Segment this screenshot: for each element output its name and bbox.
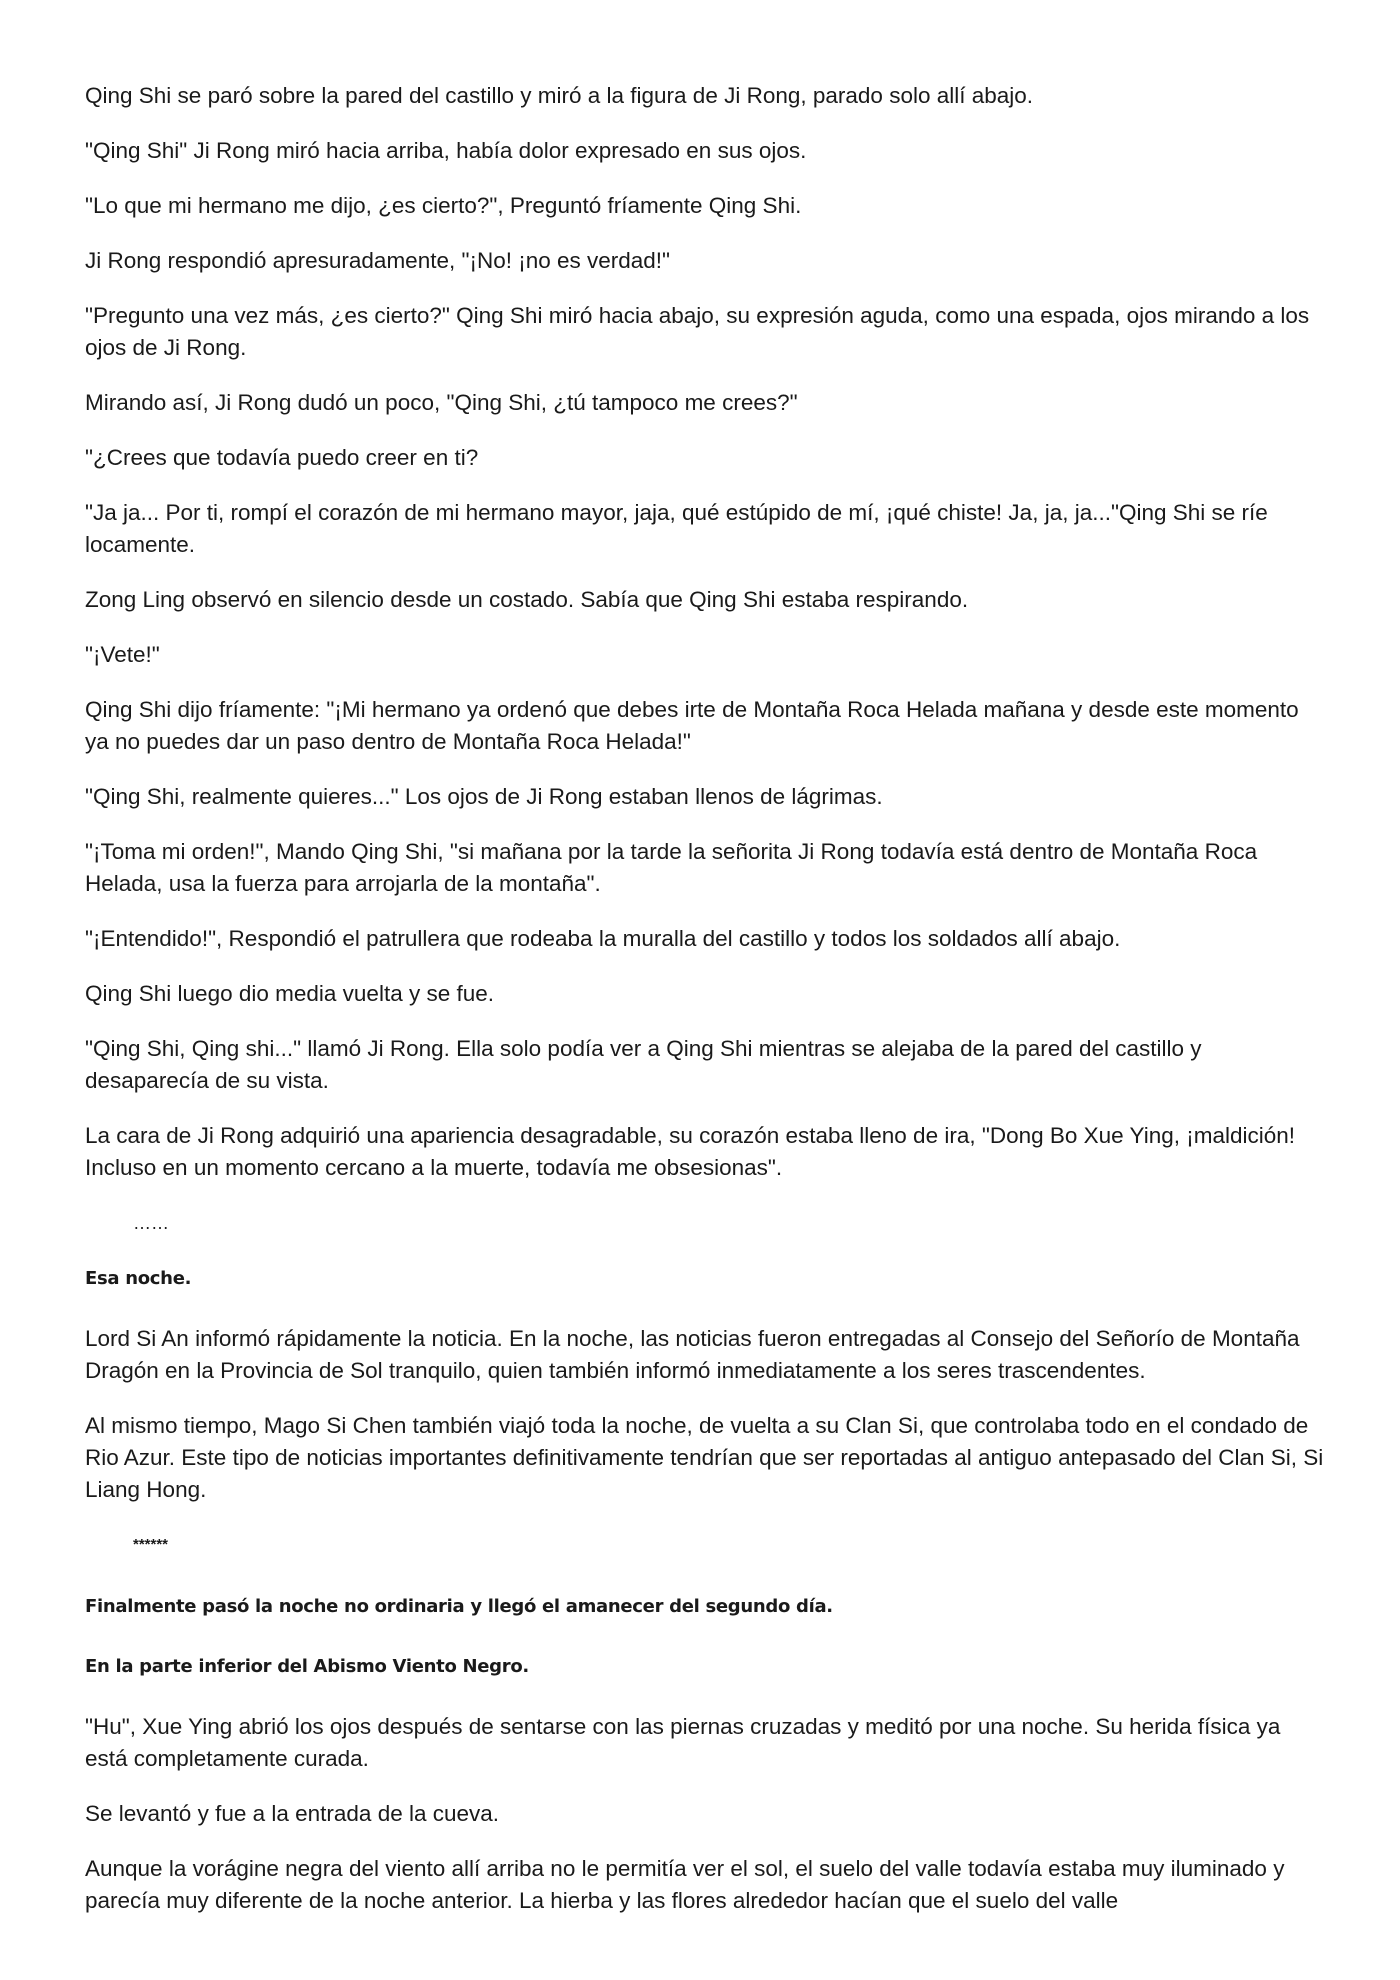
paragraph: "Qing Shi" Ji Rong miró hacia arriba, había dolor expresado en sus ojos. bbox=[85, 138, 807, 163]
section-heading: Esa noche. bbox=[85, 1268, 192, 1289]
star-separator: ****** bbox=[133, 1536, 169, 1553]
paragraph: Qing Shi luego dio media vuelta y se fue. bbox=[85, 981, 494, 1006]
paragraph: "Qing Shi, realmente quieres..." Los ojos de Ji Rong estaban llenos de lágrimas. bbox=[85, 784, 883, 809]
paragraph: Lord Si An informó rápidamente la noticia. En la noche, las noticias fueron entregadas al Consejo del Señorío de Montaña Dragón en la Provincia de Sol tranquilo, quien también informó inmediatamente a los seres trascendentes. bbox=[85, 1326, 1300, 1383]
paragraph: Ji Rong respondió apresuradamente, "¡No! ¡no es verdad!" bbox=[85, 248, 671, 273]
section-heading: En la parte inferior del Abismo Viento Negro. bbox=[85, 1656, 529, 1677]
paragraph: "¡Vete!" bbox=[85, 642, 160, 667]
paragraph: "¡Entendido!", Respondió el patrullera que rodeaba la muralla del castillo y todos los soldados allí abajo. bbox=[85, 926, 1121, 951]
paragraph: "Ja ja... Por ti, rompí el corazón de mi hermano mayor, jaja, qué estúpido de mí, ¡qué chiste! Ja, ja, ja..."Qing Shi se ríe locamente. bbox=[85, 500, 1268, 557]
paragraph: "Lo que mi hermano me dijo, ¿es cierto?", Preguntó fríamente Qing Shi. bbox=[85, 193, 802, 218]
paragraph: Mirando así, Ji Rong dudó un poco, "Qing Shi, ¿tú tampoco me crees?" bbox=[85, 390, 798, 415]
paragraph: "Hu", Xue Ying abrió los ojos después de sentarse con las piernas cruzadas y meditó por una noche. Su herida física ya está completamente curada. bbox=[85, 1714, 1281, 1771]
paragraph: Aunque la vorágine negra del viento allí arriba no le permitía ver el sol, el suelo del valle todavía estaba muy iluminado y parecía muy diferente de la noche anterior. La hierba y las flores alrededor hacían que el suelo del valle bbox=[85, 1856, 1285, 1913]
section-heading: Finalmente pasó la noche no ordinaria y llegó el amanecer del segundo día. bbox=[85, 1596, 833, 1617]
paragraph: Zong Ling observó en silencio desde un costado. Sabía que Qing Shi estaba respirando. bbox=[85, 587, 969, 612]
paragraph: "¿Crees que todavía puedo creer en ti? bbox=[85, 445, 479, 470]
paragraph: La cara de Ji Rong adquirió una apariencia desagradable, su corazón estaba lleno de ira, "Dong Bo Xue Ying, ¡maldición! Incluso en un momento cercano a la muerte, todavía me obsesionas". bbox=[85, 1123, 1296, 1180]
paragraph: "Pregunto una vez más, ¿es cierto?" Qing Shi miró hacia abajo, su expresión aguda, como una espada, ojos mirando a los ojos de Ji Rong. bbox=[85, 303, 1310, 360]
paragraph: "¡Toma mi orden!", Mando Qing Shi, "si mañana por la tarde la señorita Ji Rong todavía está dentro de Montaña Roca Helada, usa la fuerza para arrojarla de la montaña". bbox=[85, 839, 1258, 896]
ellipsis-separator: …… bbox=[133, 1213, 169, 1233]
paragraph: Se levantó y fue a la entrada de la cueva. bbox=[85, 1801, 500, 1826]
paragraph: "Qing Shi, Qing shi..." llamó Ji Rong. Ella solo podía ver a Qing Shi mientras se alejaba de la pared del castillo y desaparecía de su vista. bbox=[85, 1036, 1202, 1093]
document-page bbox=[85, 80, 1325, 1940]
paragraph: Qing Shi se paró sobre la pared del castillo y miró a la figura de Ji Rong, parado solo allí abajo. bbox=[85, 83, 1034, 108]
paragraph: Al mismo tiempo, Mago Si Chen también viajó toda la noche, de vuelta a su Clan Si, que controlaba todo en el condado de Rio Azur. Este tipo de noticias importantes definitivamente tendrían que ser reportadas al antiguo antepasado del Clan Si, Si Liang Hong. bbox=[85, 1413, 1324, 1502]
paragraph: Qing Shi dijo fríamente: "¡Mi hermano ya ordenó que debes irte de Montaña Roca Helada mañana y desde este momento ya no puedes dar un paso dentro de Montaña Roca Helada!" bbox=[85, 697, 1299, 754]
